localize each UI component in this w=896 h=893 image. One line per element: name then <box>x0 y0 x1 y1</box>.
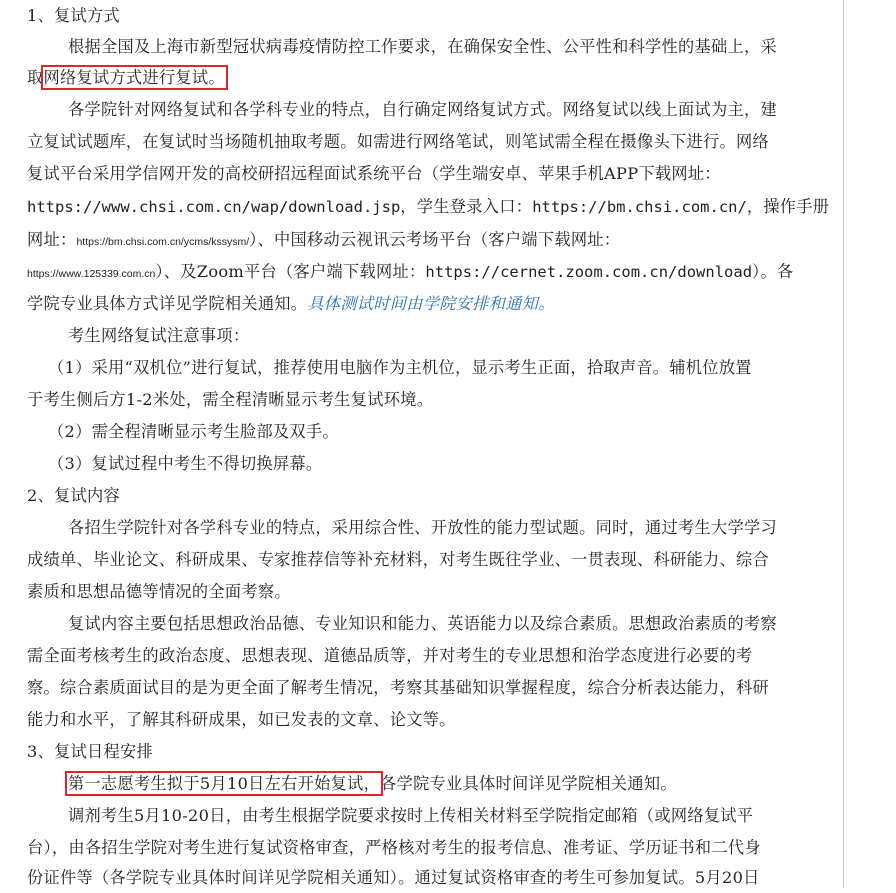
cmcc-download-link[interactable]: https://www.125339.com.cn <box>27 268 156 280</box>
chsi-app-download-link[interactable]: https://www.chsi.com.cn/wap/download.jsp <box>27 198 401 216</box>
content-paragraph-2-line-3: 察。综合素质面试目的是为更全面了解考生情况，考察其基础知识掌握程度，综合分析表达能力，科研 <box>27 678 769 697</box>
chsi-manual-link[interactable]: https://bm.chsi.com.cn/ycms/kssysm/ <box>76 236 250 248</box>
highlighted-first-choice-date: 第一志愿考生拟于5月10日左右开始复试， <box>68 774 381 793</box>
highlighted-online-retest-method: 网络复试方式进行复试。 <box>43 68 225 87</box>
content-paragraph-2-line-4: 能力和水平，了解其科研成果，如已发表的文章、论文等。 <box>27 710 456 729</box>
method-paragraph-2-line-2: 立复试试题库，在复试时当场随机抽取考题。如需进行网络笔试，则笔试需全程在摄像头下进行。网络 <box>27 132 769 151</box>
zoom-platform-text: ）、及Zoom平台（客户端下载网址： <box>155 262 426 281</box>
method-paragraph-2-line-6 <box>0 256 870 287</box>
cmcc-platform-text: ）、中国移动云视讯云考场平台（客户端下载网址： <box>249 230 621 249</box>
schedule-notice-text: 各学院专业具体时间详见学院相关通知。 <box>380 774 677 793</box>
schedule-paragraph-2-line-1: 调剂考生5月10-20日，由考生根据学院要求按时上传相关材料至学院指定邮箱（或网络复试平 <box>68 806 754 825</box>
notes-title: 考生网络复试注意事项： <box>68 326 250 345</box>
note-1-line-1: （1）采用“双机位”进行复试，推荐使用电脑作为主机位，显示考生正面，拾取声音。辅机位放置 <box>48 358 752 377</box>
zoom-download-link[interactable]: https://cernet.zoom.com.cn/download <box>425 263 753 281</box>
method-paragraph-1-line-1: 根据全国及上海市新型冠状病毒疫情防控工作要求，在确保安全性、公平性和科学性的基础上，采 <box>68 37 777 56</box>
college-notice-text: 学院专业具体方式详见学院相关通知。 <box>27 294 308 313</box>
section-2-heading: 2、复试内容 <box>27 486 121 505</box>
note-2: （2）需全程清晰显示考生脸部及双手。 <box>48 422 339 441</box>
method-paragraph-2-line-1: 各学院针对网络复试和各学科专业的特点，自行确定网络复试方式。网络复试以线上面试为主，建 <box>68 100 777 119</box>
method-prefix-text: 取 <box>27 68 44 87</box>
login-entry-label: ，学生登录入口： <box>400 197 533 216</box>
content-paragraph-1-line-1: 各招生学院针对各学科专业的特点，采用综合性、开放性的能力型试题。同时，通过考生大学学习 <box>68 518 777 537</box>
method-paragraph-1-line-2 <box>0 62 870 93</box>
chsi-login-link[interactable]: https://bm.chsi.com.cn/ <box>532 198 747 216</box>
note-1-line-2: 于考生侧后方1-2米处，需全程清晰显示考生复试环境。 <box>27 390 434 409</box>
manual-label: ，操作手册 <box>746 197 830 216</box>
note-3: （3）复试过程中考生不得切换屏幕。 <box>48 454 323 473</box>
content-paragraph-2-line-2: 需全面考核考生的政治态度、思想表现、道德品质等，并对考生的专业思想和治学态度进行必要的考 <box>27 646 753 665</box>
content-paragraph-1-line-2: 成绩单、毕业论文、科研成果、专家推荐信等补充材料，对考生既往学业、一贯表现、科研能力、综合 <box>27 550 769 569</box>
schedule-paragraph-1 <box>0 768 896 799</box>
method-paragraph-2-line-3: 复试平台采用学信网开发的高校研招远程面试系统平台（学生端安卓、苹果手机APP下载网址： <box>27 164 721 183</box>
each-text: ）。各 <box>752 262 794 281</box>
method-paragraph-2-line-4 <box>0 191 870 222</box>
content-paragraph-2-line-1: 复试内容主要包括思想政治品德、专业知识和能力、英语能力以及综合素质。思想政治素质的考察 <box>68 614 777 633</box>
section-1-heading: 1、复试方式 <box>27 6 121 25</box>
url-label: 网址： <box>27 230 77 249</box>
schedule-note: 具体测试时间由学院安排和通知。 <box>307 294 555 313</box>
method-paragraph-2-line-5 <box>0 224 870 255</box>
content-paragraph-1-line-3: 素质和思想品德等情况的全面考察。 <box>27 582 291 601</box>
schedule-paragraph-2-line-3: 份证件等（各学院专业具体时间详见学院相关通知）。通过复试资格审查的考生可参加复试。5月20日 <box>27 868 760 887</box>
section-3-heading: 3、复试日程安排 <box>27 742 154 761</box>
schedule-paragraph-2-line-2: 台），由各招生学院对考生进行复试资格审查，严格核对考生的报考信息、准考证、学历证书和二代身 <box>27 838 761 857</box>
method-paragraph-2-line-7 <box>0 288 870 319</box>
